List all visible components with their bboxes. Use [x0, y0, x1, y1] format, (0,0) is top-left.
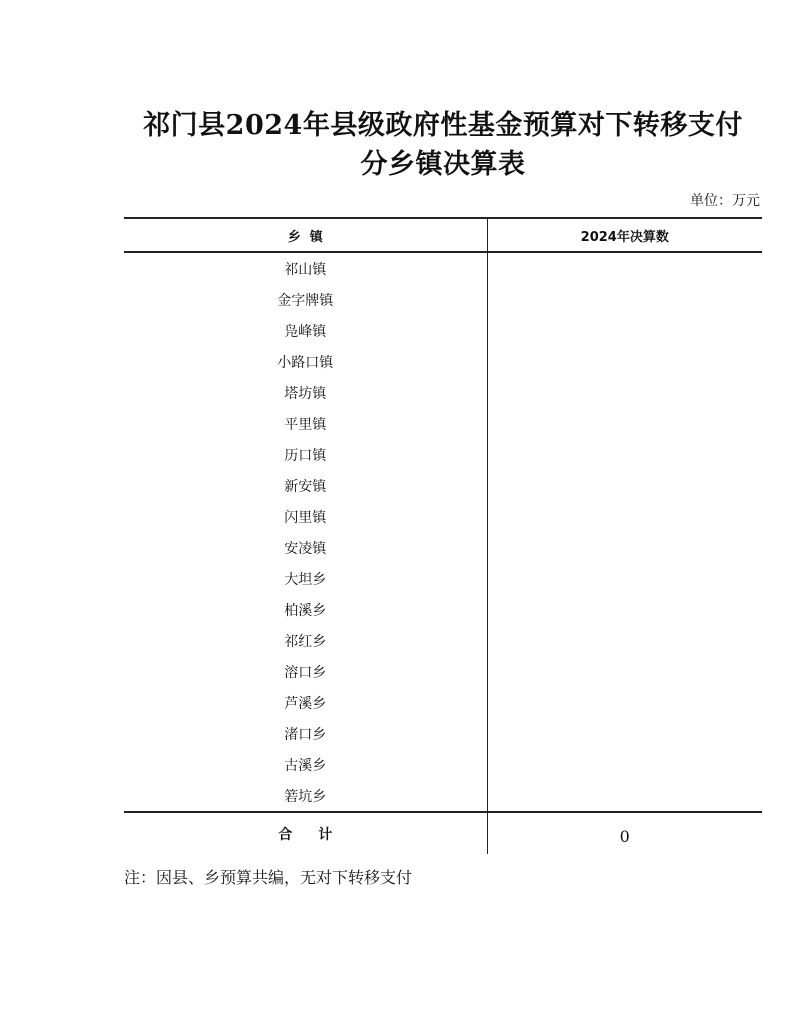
township-amount — [487, 408, 762, 439]
township-name: 芦溪乡 — [124, 687, 487, 718]
table-row — [124, 532, 762, 563]
township-name: 新安镇 — [124, 470, 487, 501]
township-name: 金字牌镇 — [124, 284, 487, 315]
township-name: 大坦乡 — [124, 563, 487, 594]
township-amount — [487, 656, 762, 687]
township-name: 祁山镇 — [124, 252, 487, 284]
table-row — [124, 439, 762, 470]
table-row — [124, 284, 762, 315]
township-amount — [487, 594, 762, 625]
column-header-final-amount: 2024年决算数 — [487, 218, 762, 252]
budget-table — [124, 217, 762, 854]
table-row — [124, 501, 762, 532]
township-name: 安凌镇 — [124, 532, 487, 563]
township-name: 柏溪乡 — [124, 594, 487, 625]
table-row — [124, 687, 762, 718]
table-row — [124, 408, 762, 439]
township-name: 平里镇 — [124, 408, 487, 439]
table-row — [124, 749, 762, 780]
table-row — [124, 594, 762, 625]
budget-table-container — [124, 217, 762, 854]
township-name: 小路口镇 — [124, 346, 487, 377]
table-row — [124, 625, 762, 656]
township-amount — [487, 780, 762, 812]
table-row — [124, 377, 762, 408]
table-body — [124, 252, 762, 812]
township-name: 凫峰镇 — [124, 315, 487, 346]
township-name: 渚口乡 — [124, 718, 487, 749]
table-row — [124, 470, 762, 501]
township-amount — [487, 532, 762, 563]
township-amount — [487, 501, 762, 532]
township-amount — [487, 346, 762, 377]
township-amount — [487, 563, 762, 594]
total-label: 合计 — [124, 812, 487, 854]
township-name: 历口镇 — [124, 439, 487, 470]
township-amount — [487, 315, 762, 346]
total-row — [124, 812, 762, 854]
township-amount — [487, 377, 762, 408]
township-amount — [487, 439, 762, 470]
township-amount — [487, 718, 762, 749]
page-title-line2: 分乡镇决算表 — [360, 149, 526, 180]
township-amount — [487, 625, 762, 656]
table-row — [124, 563, 762, 594]
township-amount — [487, 470, 762, 501]
township-amount — [487, 749, 762, 780]
township-amount — [487, 252, 762, 284]
township-amount — [487, 284, 762, 315]
table-row — [124, 718, 762, 749]
footnote: 注：因县、乡预算共编，无对下转移支付 — [124, 868, 413, 887]
township-name: 祁红乡 — [124, 625, 487, 656]
table-header-row — [124, 218, 762, 252]
table-row — [124, 780, 762, 812]
table-row — [124, 252, 762, 284]
table-row — [124, 315, 762, 346]
township-amount — [487, 687, 762, 718]
unit-label: 单位：万元 — [690, 193, 760, 209]
township-name: 古溪乡 — [124, 749, 487, 780]
table-row — [124, 346, 762, 377]
page-title-line1: 祁门县2024年县级政府性基金预算对下转移支付 — [143, 110, 743, 141]
township-name: 塔坊镇 — [124, 377, 487, 408]
total-value: 0 — [487, 812, 762, 854]
township-name: 闪里镇 — [124, 501, 487, 532]
township-name: 溶口乡 — [124, 656, 487, 687]
column-header-township: 乡 镇 — [124, 218, 487, 252]
table-row — [124, 656, 762, 687]
township-name: 箬坑乡 — [124, 780, 487, 812]
